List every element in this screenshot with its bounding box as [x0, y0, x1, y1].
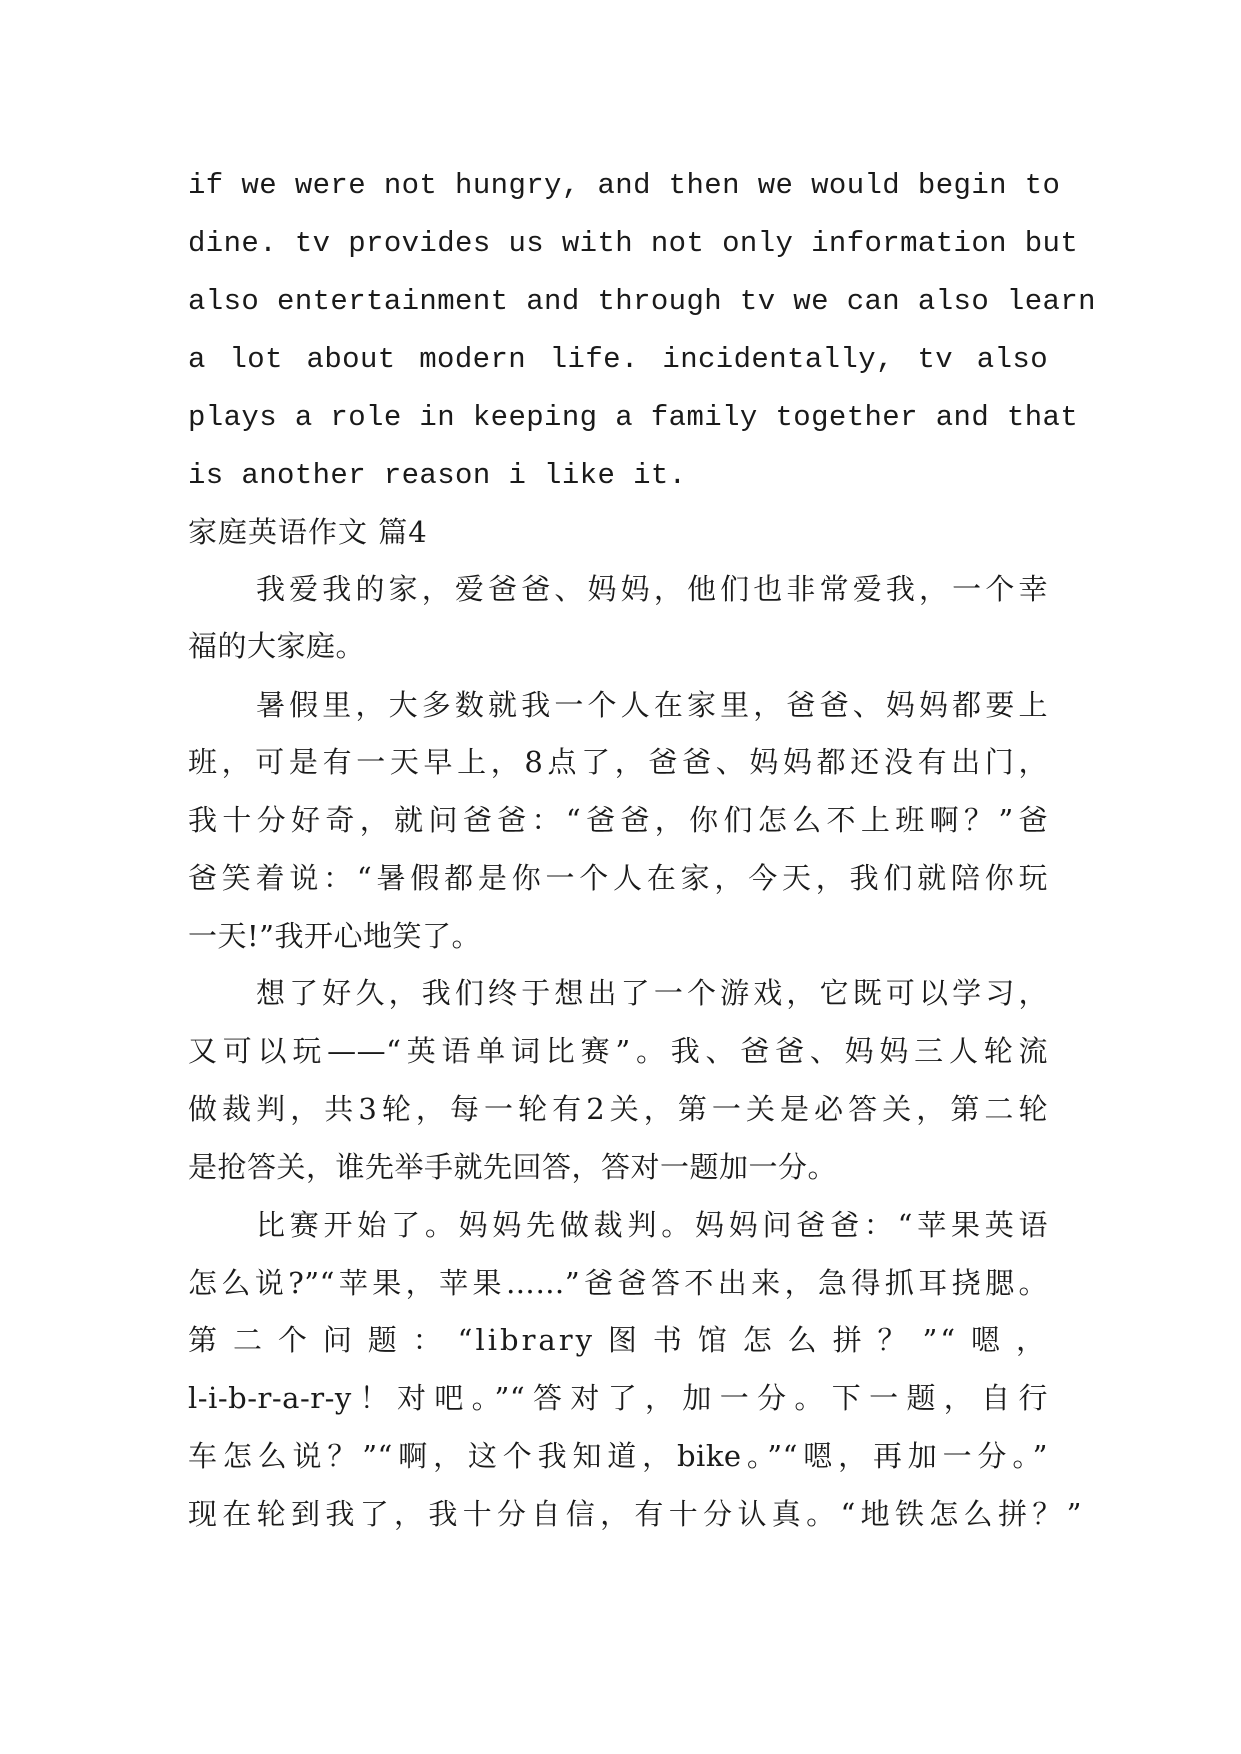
p3-line-4: 是抢答关，谁先举手就先回答，答对一题加一分。 — [188, 1150, 838, 1184]
p2-line-5: 一天!”我开心地笑了。 — [188, 919, 481, 953]
p3-line-1: 想了好久，我们终于想出了一个游戏，它既可以学习， — [256, 976, 1048, 1010]
english-line-5: plays a role in keeping a family together and that — [188, 401, 1079, 434]
english-line-2: dine. tv provides us with not only information but — [188, 227, 1079, 260]
p4-line-2: 怎么说?”“苹果，苹果……”爸爸答不出来，急得抓耳挠腮。 — [188, 1266, 1048, 1300]
p4-line-3: 第二个问题：“library图书馆怎么拼？”“嗯， — [188, 1323, 1048, 1357]
english-line-3: also entertainment and through tv we can also learn — [188, 285, 1096, 318]
p2-line-1: 暑假里，大多数就我一个人在家里，爸爸、妈妈都要上 — [256, 688, 1048, 722]
english-line-4: a lot about modern life. incidentally, tv also — [188, 343, 1048, 376]
english-line-1: if we were not hungry, and then we would begin to — [188, 169, 1061, 202]
p2-line-4: 爸笑着说：“暑假都是你一个人在家，今天，我们就陪你玩 — [188, 861, 1048, 895]
p3-line-3: 做裁判，共3轮，每一轮有2关，第一关是必答关，第二轮 — [188, 1092, 1048, 1126]
p2-line-3: 我十分好奇，就问爸爸：“爸爸，你们怎么不上班啊？”爸 — [188, 803, 1048, 837]
p2-line-2: 班，可是有一天早上，8点了，爸爸、妈妈都还没有出门， — [188, 745, 1048, 779]
english-line-6: is another reason i like it. — [188, 459, 687, 492]
p4-line-6: 现在轮到我了，我十分自信，有十分认真。“地铁怎么拼？” — [188, 1497, 1082, 1531]
section-heading: 家庭英语作文 篇4 — [188, 515, 428, 549]
p1-line-1: 我爱我的家，爱爸爸、妈妈，他们也非常爱我，一个幸 — [256, 572, 1048, 606]
p4-line-1: 比赛开始了。妈妈先做裁判。妈妈问爸爸：“苹果英语 — [256, 1208, 1048, 1242]
p4-line-4: l-i-b-r-a-r-y！对吧。”“答对了，加一分。下一题，自行 — [188, 1381, 1048, 1415]
p4-line-5: 车怎么说？”“啊，这个我知道，bike。”“嗯，再加一分。” — [188, 1439, 1048, 1473]
p3-line-2: 又可以玩——“英语单词比赛”。我、爸爸、妈妈三人轮流 — [188, 1034, 1048, 1068]
p1-line-2: 福的大家庭。 — [188, 629, 366, 663]
